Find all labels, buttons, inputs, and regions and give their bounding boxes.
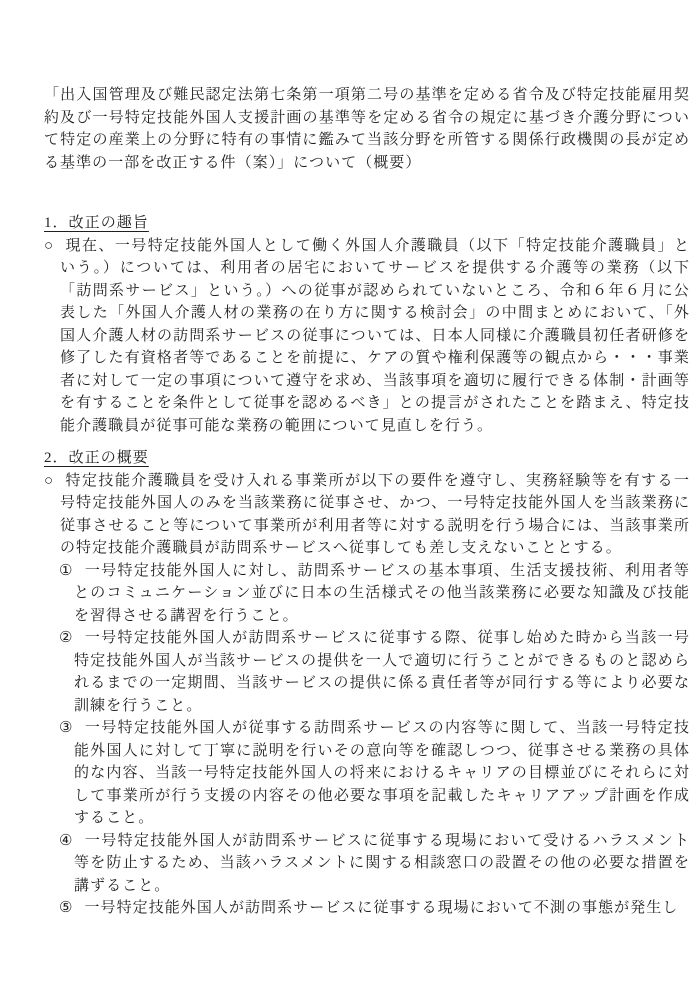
section-2-paragraph-text: 特定技能介護職員を受け入れる事業所が以下の要件を遵守し、実務経験等を有する一号特定技能外国人のみを当該業務に従事させ、かつ、一号特定技能外国人を当該業務に従事させること等について事業所が利用者等に対する説明を行う場合には、当該事業所の特定技能介護職員が訪問系サービスへ従事しても差し支えないこととする。 (60, 472, 690, 556)
list-item-2 (44, 627, 690, 717)
document-page (44, 84, 690, 920)
document-title: 「出入国管理及び難民認定法第七条第一項第二号の基準を定める省令及び特定技能雇用契約及び一号特定技能外国人支援計画の基準等を定める省令の規定に基づき介護分野について特定の産業上の分野に特有の事情に鑑みて当該分野を所管する関係行政機関の長が定める基準の一部を改正する件（案）」について（概要） (44, 87, 690, 171)
circled-number-1-marker: ① (59, 562, 74, 579)
circled-number-3-marker: ③ (59, 720, 74, 736)
section-1-paragraph-text: 現在、一号特定技能外国人として働く外国人介護職員（以下「特定技能介護職員」という。）については、利用者の居宅においてサービスを提供する介護等の業務（以下「訪問系サービス」という。）への従事が認められていないところ、令和６年６月に公表した「外国人介護人材の業務の在り方に関する検討会」の中間まとめにおいて、「外国人介護人材の訪問系サービスの従事については、日本人同様に介護職員初任者研修を修了した有資格者等であることを前提に、ケアの質や権利保護等の観点から・・・事業者に対して一定の事項について遵守を求め、当該事項を適切に履行できる体制・計画等を有することを条件として従事を認めるべき」との提言がされたことを踏まえ、特定技能介護職員が従事可能な業務の範囲について見直しを行う。 (60, 237, 690, 434)
list-item-3-text: 一号特定技能外国人が従事する訪問系サービスの内容等に関して、当該一号特定技能外国人に対して丁寧に説明を行いその意向等を確認しつつ、従事させる業務の具体的な内容、当該一号特定技能外国人の将来におけるキャリアの目標並びにそれらに対して事業所が行う支援の内容その他必要な事項を記載したキャリアアップ計画を作成すること。 (74, 720, 690, 826)
list-item-2-text: 一号特定技能外国人が訪問系サービスに従事する際、従事し始めた時から当該一号特定技能外国人が当該サービスの提供を一人で適切に行うことができるものと認められるまでの一定期間、当該サービスの提供に係る責任者等が同行する等により必要な訓練を行うこと。 (74, 630, 690, 714)
section-1-paragraph (44, 235, 690, 438)
list-item-3 (44, 717, 690, 830)
section-2-paragraph (44, 470, 690, 560)
section-revision-purpose (44, 212, 690, 437)
circled-number-4-marker: ④ (59, 832, 74, 849)
list-item-1 (44, 560, 690, 628)
list-item-5 (44, 897, 690, 920)
list-item-5-text: 一号特定技能外国人が訪問系サービスに従事する現場において不測の事態が発生し (84, 900, 679, 916)
list-item-4 (44, 830, 690, 898)
circle-bullet-marker: ○ (44, 472, 55, 489)
section-1-heading: 1．改正の趣旨 (44, 215, 149, 231)
list-item-1-text: 一号特定技能外国人に対し、訪問系サービスの基本事項、生活支援技術、利用者等とのコミュニケーション並びに日本の生活様式その他当該業務に必要な知識及び技能を習得させる講習を行うこと。 (74, 562, 690, 624)
section-2-heading: 2．改正の概要 (44, 450, 149, 466)
list-item-4-text: 一号特定技能外国人が訪問系サービスに従事する現場において受けるハラスメント等を防止するため、当該ハラスメントに関する相談窓口の設置その他の必要な措置を講ずること。 (74, 832, 690, 894)
section-revision-outline (44, 447, 690, 920)
circle-bullet-marker: ○ (44, 237, 55, 254)
circled-number-5-marker: ⑤ (59, 900, 74, 916)
circled-number-2-marker: ② (59, 630, 74, 646)
